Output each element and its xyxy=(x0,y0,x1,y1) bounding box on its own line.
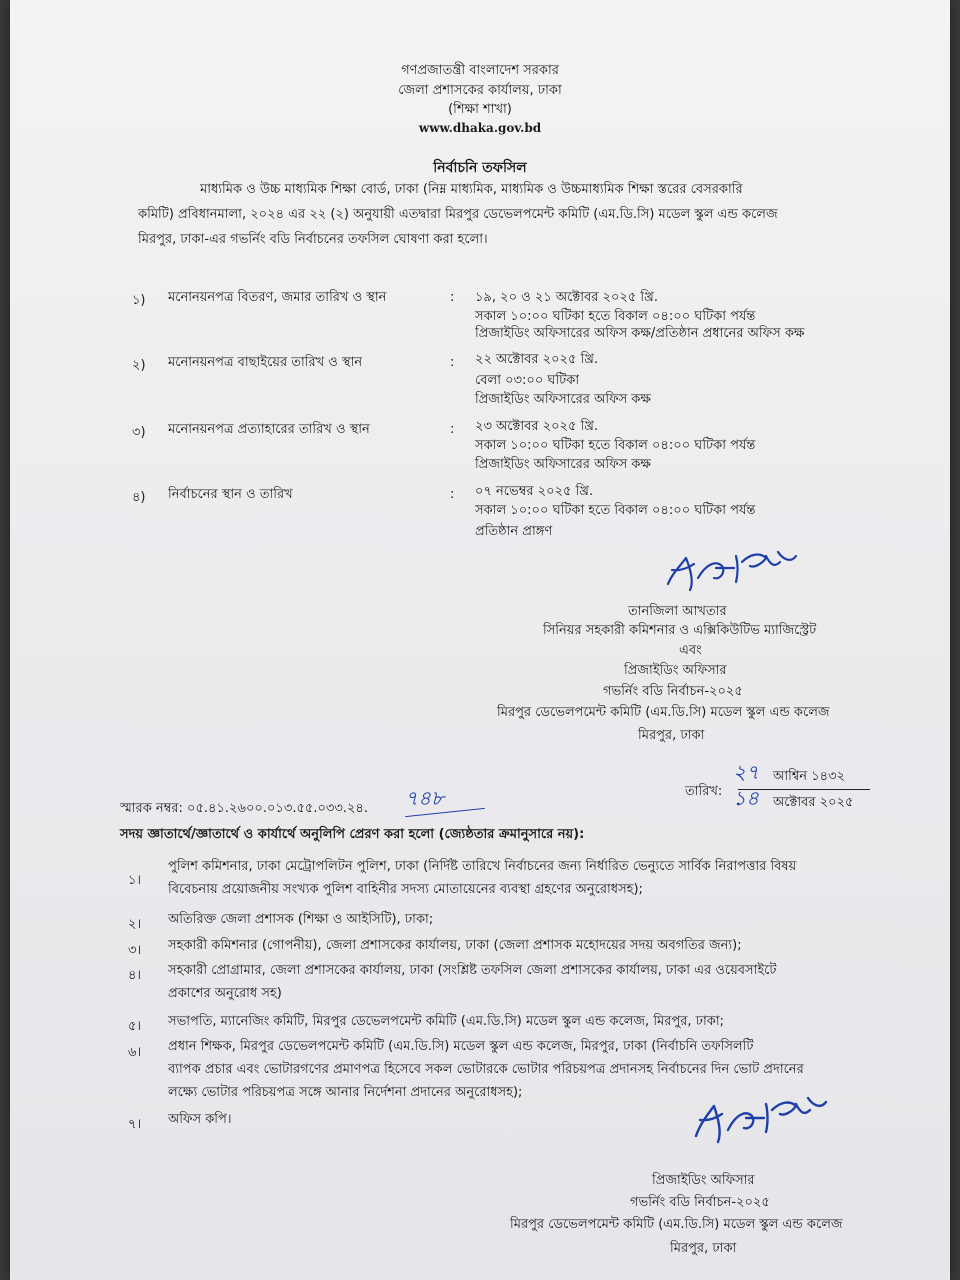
schedule-colon: : xyxy=(450,355,455,370)
copy-line: সভাপতি, ম্যানেজিং কমিটি, মিরপুর ডেভেলপমেন্ট কমিটি (এম.ডি.সি) মডেল স্কুল এন্ড কলেজ, মিরপুর, ঢাকা; xyxy=(168,1014,725,1029)
schedule-label: মনোনয়নপত্র প্রত্যাহারের তারিখ ও স্থান xyxy=(168,422,370,437)
copy-num: ৭। xyxy=(128,1117,142,1132)
copy-line: পুলিশ কমিশনার, ঢাকা মেট্রোপলিটন পুলিশ, ঢাকা (নির্দিষ্ট তারিখে নির্বাচনের জন্য নির্ধারিত ভেন্যুতে সার্বিক নিরাপত্তার বিষয় xyxy=(168,859,797,874)
header-office: জেলা প্রশাসকের কার্যালয়, ঢাকা xyxy=(398,83,562,98)
header-government: গণপ্রজাতন্ত্রী বাংলাদেশ সরকার xyxy=(401,63,559,78)
schedule-colon: : xyxy=(450,487,455,502)
copy-line: ব্যাপক প্রচার এবং ভোটারগণের প্রমাণপত্র হিসেবে সকল ভোটারকে ভোটার পরিচয়পত্র প্রদানসহ নির্বাচনের দিন ভোট প্রদানের xyxy=(168,1062,804,1077)
copy-num: ২। xyxy=(128,917,142,932)
copy-line: সহকারী প্রোগ্রামার, জেলা প্রশাসকের কার্যালয়, ঢাকা (সংশ্লিষ্ট তফসিল জেলা প্রশাসকের কার্যালয়, ঢাকা এর ওয়েবসাইটে xyxy=(168,963,777,978)
footer-election: গভর্নিং বডি নির্বাচন-২০২৫ xyxy=(630,1195,770,1210)
schedule-detail: প্রিজাইডিং অফিসারের অফিস কক্ষ xyxy=(475,457,651,472)
copy-heading: সদয় জ্ঞাতার্থে/জ্ঞাতার্থে ও কার্যার্থে অনুলিপি প্রেরণ করা হলো (জ্যেষ্ঠতার ক্রমানুসারে নয়): xyxy=(120,827,585,842)
schedule-detail: ২৩ অক্টোবর ২০২৫ খ্রি. xyxy=(475,419,599,434)
signatory-and: এবং xyxy=(679,643,702,658)
copy-line: প্রধান শিক্ষক, মিরপুর ডেভেলপমেন্ট কমিটি (এম.ডি.সি) মডেল স্কুল এন্ড কলেজ, মিরপুর, ঢাকা (নির্বাচনি তফসিলটি xyxy=(168,1039,754,1054)
schedule-label: মনোনয়নপত্র বিতরণ, জমার তারিখ ও স্থান xyxy=(168,290,387,305)
signatory-designation: সিনিয়র সহকারী কমিশনার ও এক্সিকিউটিভ ম্যাজিস্ট্রেট xyxy=(543,623,817,638)
header-website: www.dhaka.gov.bd xyxy=(418,121,542,135)
schedule-detail: ১৯, ২০ ও ২১ অক্টোবর ২০২৫ খ্রি. xyxy=(475,290,658,305)
signatory-role: প্রিজাইডিং অফিসার xyxy=(624,663,727,678)
copy-line: সহকারী কমিশনার (গোপনীয়), জেলা প্রশাসকের কার্যালয়, ঢাকা (জেলা প্রশাসক মহোদয়ের সদয় অবগতির জন্য); xyxy=(168,938,742,953)
schedule-num: ১) xyxy=(132,293,146,308)
intro-line-3: মিরপুর, ঢাকা-এর গভর্নিং বডি নির্বাচনের তফসিল ঘোষণা করা হলো। xyxy=(138,232,488,247)
copy-line: অফিস কপি। xyxy=(168,1112,232,1127)
date-bangla-month: আশ্বিন ১৪৩২ xyxy=(773,769,845,784)
date-bangla-day: ২৭ xyxy=(733,760,760,784)
schedule-num: ৪) xyxy=(132,490,146,505)
copy-num: ৬। xyxy=(128,1045,142,1060)
schedule-label: মনোনয়নপত্র বাছাইয়ের তারিখ ও স্থান xyxy=(168,355,363,370)
date-english-day: ১৪ xyxy=(733,786,759,810)
copy-num: ৩। xyxy=(128,943,142,958)
schedule-num: ৩) xyxy=(132,425,146,440)
schedule-num: ২) xyxy=(132,358,146,373)
schedule-colon: : xyxy=(450,290,455,305)
schedule-detail: প্রিজাইডিং অফিসারের অফিস কক্ষ/প্রতিষ্ঠান প্রধানের অফিস কক্ষ xyxy=(475,326,805,341)
copy-line: বিবেচনায় প্রয়োজনীয় সংখ্যক পুলিশ বাহিনীর সদস্য মোতায়েনের ব্যবস্থা গ্রহণের অনুরোধসহ); xyxy=(168,882,643,897)
schedule-detail: সকাল ১০:০০ ঘটিকা হতে বিকাল ০৪:০০ ঘটিকা পর্যন্ত xyxy=(475,438,756,453)
signatory-election: গভর্নিং বডি নির্বাচন-২০২৫ xyxy=(603,684,743,699)
document-title: নির্বাচনি তফসিল xyxy=(433,160,527,176)
copy-line: প্রকাশের অনুরোধ সহ) xyxy=(168,986,282,1001)
schedule-detail: বেলা ০৩:০০ ঘটিকা xyxy=(475,373,580,388)
copy-num: ১। xyxy=(128,873,142,888)
header-section: (শিক্ষা শাখা) xyxy=(448,102,512,117)
footer-place: মিরপুর, ঢাকা xyxy=(670,1241,737,1256)
schedule-label: নির্বাচনের স্থান ও তারিখ xyxy=(168,487,293,502)
signatory-name: তানজিলা আখতার xyxy=(628,604,727,619)
schedule-detail: প্রতিষ্ঠান প্রাঙ্গণ xyxy=(475,524,553,539)
schedule-detail: প্রিজাইডিং অফিসারের অফিস কক্ষ xyxy=(475,392,651,407)
memo-handwritten-number: ৭৪৮ xyxy=(405,786,444,810)
copy-num: ৪। xyxy=(128,968,142,983)
signature-2 xyxy=(676,1080,836,1150)
signatory-place: মিরপুর, ঢাকা xyxy=(638,728,705,743)
document-page xyxy=(10,0,950,1280)
schedule-detail: সকাল ১০:০০ ঘটিকা হতে বিকাল ০৪:০০ ঘটিকা পর্যন্ত xyxy=(475,309,756,324)
intro-line-2: কমিটি) প্রবিধানমালা, ২০২৪ এর ২২ (২) অনুযায়ী এতদ্বারা মিরপুর ডেভেলপমেন্ট কমিটি (এম.ডি.সি) মডেল স্কুল এন্ড কলেজ xyxy=(138,207,778,222)
schedule-detail: ০৭ নভেম্বর ২০২৫ খ্রি. xyxy=(475,484,594,499)
copy-line: লক্ষ্যে ভোটার পরিচয়পত্র সঙ্গে আনার নির্দেশনা প্রদানের অনুরোধসহ); xyxy=(168,1085,523,1100)
copy-num: ৫। xyxy=(128,1019,142,1034)
memo-number: স্মারক নম্বর: ০৫.৪১.২৬০০.০১৩.৫৫.০৩৩.২৪. xyxy=(120,801,368,816)
signature-1 xyxy=(650,538,810,598)
copy-line: অতিরিক্ত জেলা প্রশাসক (শিক্ষা ও আইসিটি), ঢাকা; xyxy=(168,912,434,927)
signatory-institution: মিরপুর ডেভেলপমেন্ট কমিটি (এম.ডি.সি) মডেল স্কুল এন্ড কলেজ xyxy=(497,705,830,720)
footer-institution: মিরপুর ডেভেলপমেন্ট কমিটি (এম.ডি.সি) মডেল স্কুল এন্ড কলেজ xyxy=(510,1217,843,1232)
date-english-month: অক্টোবর ২০২৫ xyxy=(773,795,854,810)
intro-line-1: মাধ্যমিক ও উচ্চ মাধ্যমিক শিক্ষা বোর্ড, ঢাকা (নিম্ন মাধ্যমিক, মাধ্যমিক ও উচ্চমাধ্যমিক শিক্ষা স্তরের বেসরকারি xyxy=(200,182,743,197)
schedule-detail: সকাল ১০:০০ ঘটিকা হতে বিকাল ০৪:০০ ঘটিকা পর্যন্ত xyxy=(475,503,756,518)
schedule-detail: ২২ অক্টোবর ২০২৫ খ্রি. xyxy=(475,352,599,367)
date-label: তারিখ: xyxy=(685,784,723,799)
schedule-colon: : xyxy=(450,422,455,437)
footer-role: প্রিজাইডিং অফিসার xyxy=(652,1173,755,1188)
